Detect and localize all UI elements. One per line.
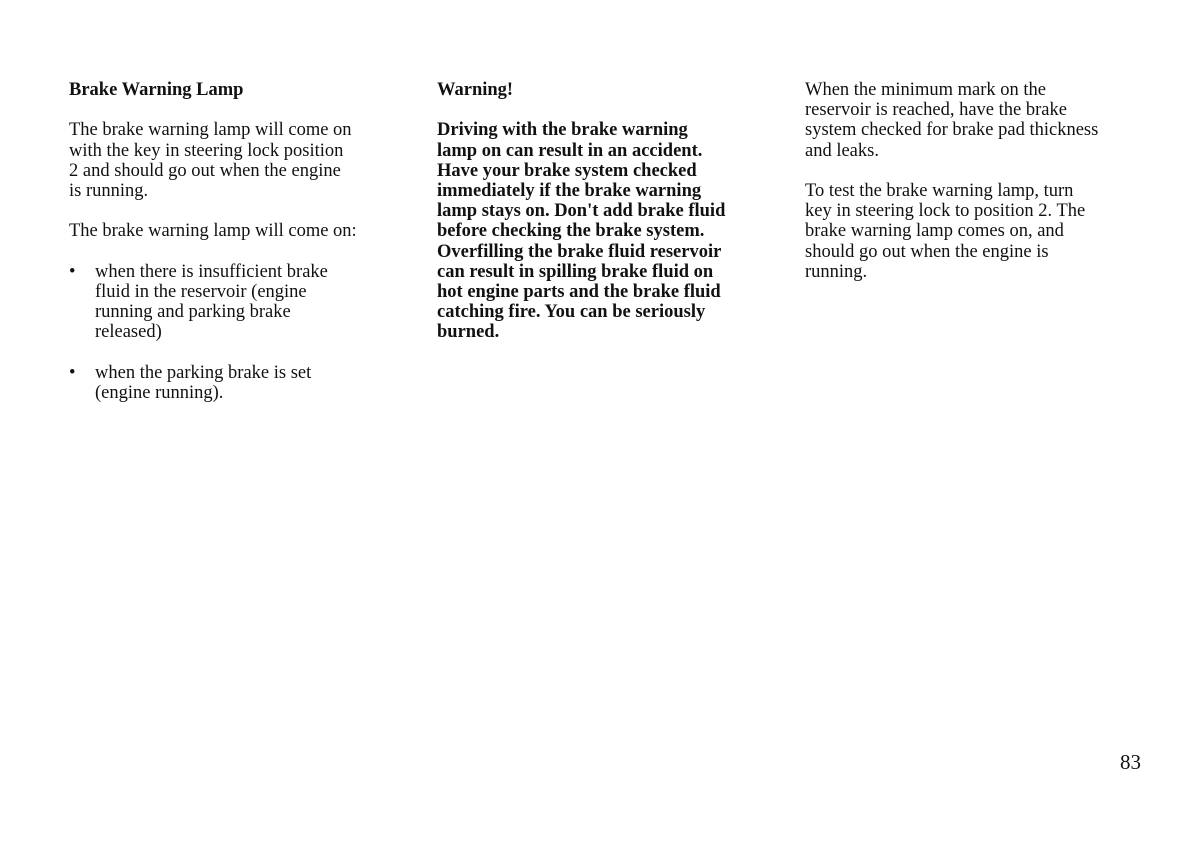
page-number: 83 — [1120, 750, 1141, 774]
body-paragraph: When the minimum mark on the reservoir is reached, have the brake system checked for brake pad thickness and leaks. — [805, 80, 1099, 161]
body-paragraph-intro: The brake warning lamp will come on: — [69, 221, 357, 242]
bullet-symbol: • — [69, 362, 76, 383]
bullet-text: when there is insufficient brake fluid in the reservoir (engine running and parking brake released) — [95, 261, 328, 343]
warning-heading: Warning! — [437, 80, 514, 100]
column-brake-warning-lamp — [69, 80, 399, 423]
bullet-text: when the parking brake is set (engine running). — [95, 362, 312, 403]
section-heading: Brake Warning Lamp — [69, 80, 244, 100]
column-brake-check — [805, 80, 1145, 302]
bullet-symbol: • — [69, 261, 76, 282]
body-paragraph: To test the brake warning lamp, turn key in steering lock to position 2. The brake warning lamp comes on, and should go out when the engine is running. — [805, 181, 1086, 282]
column-warning — [437, 80, 767, 363]
body-paragraph: The brake warning lamp will come on with the key in steering lock position 2 and should go out when the engine is running. — [69, 120, 352, 201]
warning-text: Driving with the brake warning lamp on can result in an accident. Have your brake system checked immediately if the brake warning lamp stays on. Don't add brake fluid before checking the brake system. Overfilling the brake fluid reservoir can result in spilling brake fluid on hot engine parts and the brake fluid catching fire. You can be seriously burned. — [437, 120, 726, 343]
bullet-item — [69, 262, 399, 343]
bullet-list — [69, 262, 399, 403]
bullet-item — [69, 363, 399, 403]
